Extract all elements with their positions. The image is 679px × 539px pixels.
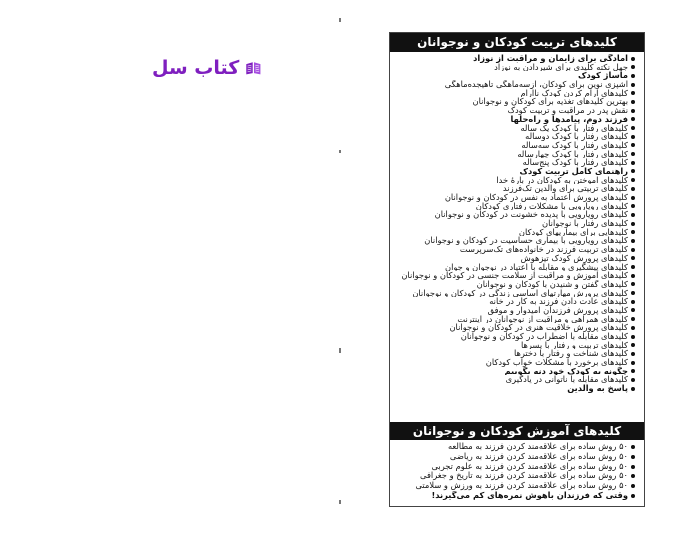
list-item: کلیدهای آموزش و مراقبت از سلامت جنسی در کودکان و نوجوانان — [400, 271, 636, 280]
list-item: نقش پدر در مراقبت و تربیت کودک — [400, 106, 636, 115]
list-item: کلیدهای شناخت و رفتار با دخترها — [400, 349, 636, 358]
list-item: کلیدهای مقابله با اضطراب در کودکان و نوجوانان — [400, 332, 636, 341]
fold-mark — [339, 348, 341, 353]
list-item: کلیدهای رفتار با کودک دوساله — [400, 132, 636, 141]
fold-mark — [339, 18, 341, 22]
list-item: کلیدهای تربیت و رفتار با پسرها — [400, 341, 636, 350]
list-item: ۵۰ روش ساده برای علاقه‌مند کردن فرزند به تاریخ و جغرافی — [400, 471, 636, 481]
upbringing-title-list — [400, 54, 636, 393]
list-item: ۵۰ روش ساده برای علاقه‌مند کردن فرزند به علوم تجربی — [400, 462, 636, 472]
list-item: کلیدهای پرورش کودک تیزهوش — [400, 254, 636, 263]
publisher-logo — [152, 54, 262, 82]
list-item: وقتی که فرزندان باهوش نمره‌های کم می‌گیرند! — [400, 491, 636, 501]
list-item: فرزند دوم، پیامدها و راه‌حلها — [400, 115, 636, 124]
list-item: راهنمای کامل تربیت کودک — [400, 167, 636, 176]
list-item: امادگی برای زایمان و مراقبت از نوزاد — [400, 54, 636, 63]
logo-text: کتاب سل — [152, 57, 240, 79]
list-item: کلیدهای رفتار با کودک پنج‌ساله — [400, 158, 636, 167]
fold-mark — [339, 500, 341, 504]
list-item: کلیدهای رفتار با کودک سه‌ساله — [400, 141, 636, 150]
list-item: ۵۰ روش ساده برای علاقه‌مند کردن فرزند به ورزش و سلامتی — [400, 481, 636, 491]
list-item: کلیدهای برخورد با مشکلات خواب کودکان — [400, 358, 636, 367]
list-item: جهل نکته کلیدی برای شیردادن به نوزاد — [400, 63, 636, 72]
list-item: چگونه به کودک خود دنه بگوییم — [400, 367, 636, 376]
list-item: کلیدهای پیشگیری و مقابله با اعتیاد در نوجوان و جوان — [400, 263, 636, 272]
list-item: کلیدهای همراهی و مراقبت از نوجوانان در اینترنت — [400, 315, 636, 324]
list-item: ماساژ کودک — [400, 71, 636, 80]
education-title-list — [400, 442, 636, 501]
list-item: کلیدهای رویارویی با بیماری حساسیت در کودکان و نوجوانان — [400, 236, 636, 245]
list-item: کلیدهای رویارویی با مشکلات رفتاری کودکان — [400, 202, 636, 211]
list-item: کلیدهای تربیت فرزند در خانواده‌های تک‌سرپرست — [400, 245, 636, 254]
list-item: کلیدهای گفتن و شنیدن با کودکان و نوجوانان — [400, 280, 636, 289]
section-title-education: کلیدهای آموزش کودکان و نوجوانان — [390, 422, 644, 440]
section-title-upbringing: کلیدهای تربیت کودکان و نوجوانان — [390, 33, 644, 52]
list-item: کلیدهای عادت دادن فرزند به کار در خانه — [400, 297, 636, 306]
list-item: ۵۰ روش ساده برای علاقه‌مند کردن فرزند به ریاضی — [400, 452, 636, 462]
list-item: پاسخ به والدین — [400, 384, 636, 393]
list-item: کلیدهای رفتار با کودک چهارساله — [400, 150, 636, 159]
list-item: کلیدهای آموختن به کودکان در بارهٔ خدا — [400, 176, 636, 185]
list-item: کلیدهای پرورش خلاقیت هنری در کودکان و نوجوانان — [400, 323, 636, 332]
list-item: کلیدهای رفتار با کودک یک ساله — [400, 124, 636, 133]
list-item: ۵۰ روش ساده برای علاقه‌مند کردن فرزند به مطالعه — [400, 442, 636, 452]
list-item: کلیدهای پرورش مهارتهای اساسی زندگی در کودکان و نوجوانان — [400, 289, 636, 298]
list-item: کلیدهایی برای بیماریهای کودکان — [400, 228, 636, 237]
list-item: کلیدهای رویارویی با پدیده خشونت در کودکان و نوجوانان — [400, 210, 636, 219]
list-item: بهترین کلیدهای تغذیه برای کودکان و نوجوانان — [400, 97, 636, 106]
series-list-box — [389, 32, 645, 507]
book-icon — [245, 56, 262, 80]
fold-mark — [339, 150, 341, 153]
list-item: کلیدهای رفتار با نوجوانان — [400, 219, 636, 228]
list-item: کلیدهای مقابله با ناتوانی در یادگیری — [400, 375, 636, 384]
list-item: کلیدهای پرورش اعتماد به نفس در کودکان و نوجوانان — [400, 193, 636, 202]
list-item: کلیدهای تربیتی برای والدین تک‌فرزند — [400, 184, 636, 193]
list-item: کلیدهای آرام کردن کودک ناآرام — [400, 89, 636, 98]
list-item: کلیدهای پرورش فرزندان امیدوار و موفق — [400, 306, 636, 315]
list-item: آشپزی نوین برای کودکان، ازسه‌ماهگی تاهیجده‌ماهگی — [400, 80, 636, 89]
